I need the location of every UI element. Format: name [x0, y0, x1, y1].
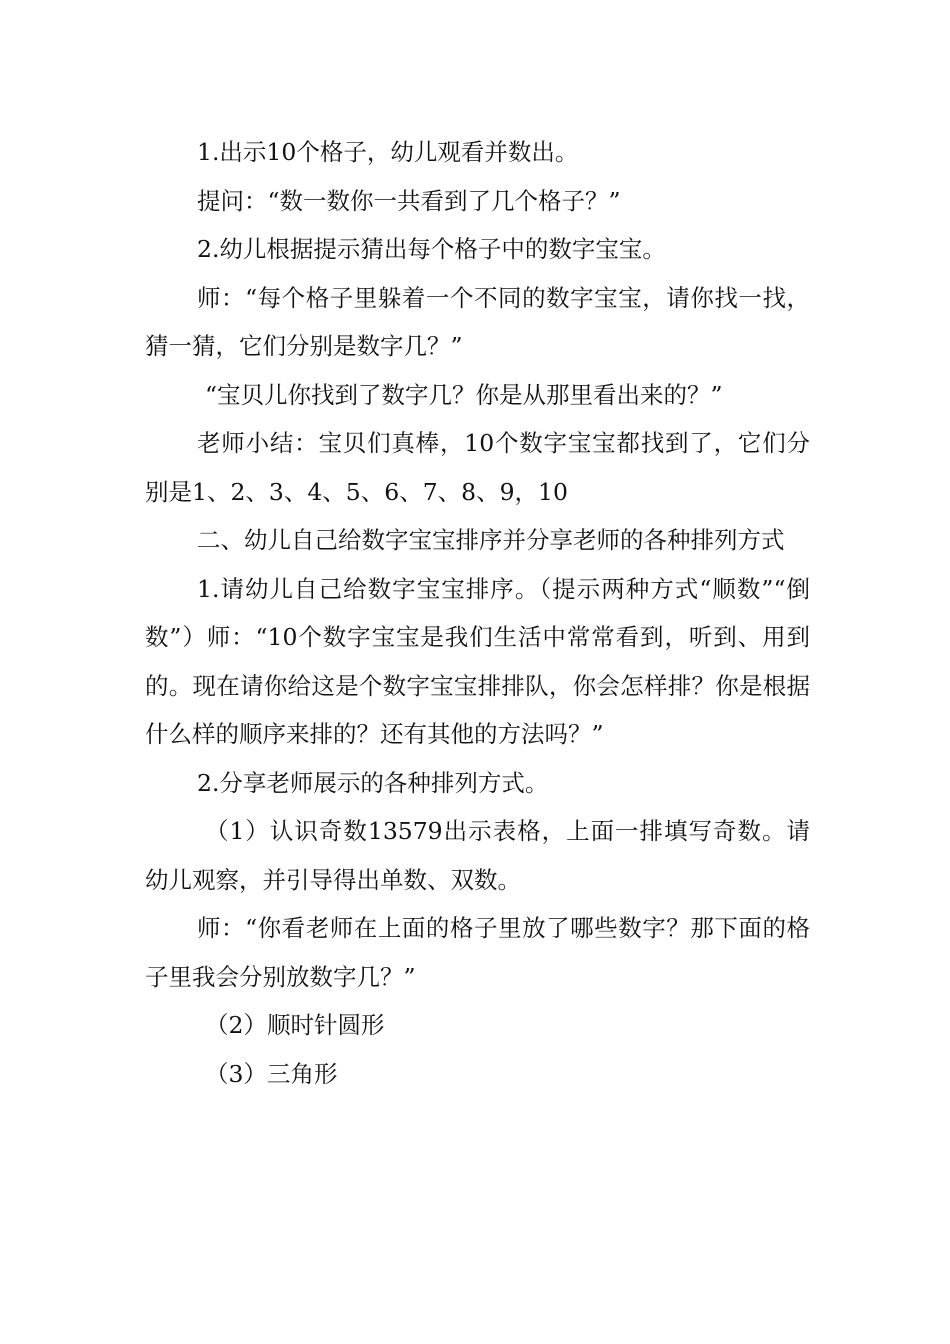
paragraph-step-2-guess-numbers: 2.幼儿根据提示猜出每个格子中的数字宝宝。 [197, 235, 666, 263]
paragraph-odd-numbers: （1）认识奇数13579出示表格，上面一排填写奇数。请幼儿观察，并引导得出单数、双数。 [145, 817, 810, 894]
paragraph-sorting-numbers: 1.请幼儿自己给数字宝宝排序。（提示两种方式“顺数”“倒数”）师：“10个数字宝宝是我们生活中常常看到，听到、用到的。现在请你给这是个数字宝宝排排队，你会怎样排？你是根据什么样的顺序来排的？还有其他的方法吗？” [145, 574, 810, 748]
paragraph-clockwise-circle: （2）顺时针圆形 [205, 1011, 385, 1039]
paragraph-question-count-grids: 提问：“数一数你一共看到了几个格子？” [197, 186, 621, 215]
paragraph-teacher-summary: 老师小结：宝贝们真棒，10个数字宝宝都找到了，它们分别是1、2、3、4、5、6、7、8、9，10 [145, 429, 810, 506]
paragraph-step-1-show-grid: 1.出示10个格子，幼儿观看并数出。 [197, 138, 579, 166]
paragraph-triangle: （3）三角形 [205, 1059, 338, 1088]
document-page [145, 128, 810, 1098]
section-heading-two: 二、幼儿自己给数字宝宝排序并分享老师的各种排列方式 [197, 526, 785, 554]
paragraph-share-arrangements: 2.分享老师展示的各种排列方式。 [197, 768, 549, 797]
paragraph-teacher-question-grid: 师：“你看老师在上面的格子里放了哪些数字？那下面的格子里我会分别放数字几？” [145, 914, 810, 991]
paragraph-found-which-number: “宝贝儿你找到了数字几？你是从那里看出来的？” [205, 380, 723, 409]
paragraph-teacher-hidden-numbers: 师：“每个格子里躲着一个不同的数字宝宝，请你找一找，猜一猜，它们分别是数字几？” [145, 283, 810, 360]
